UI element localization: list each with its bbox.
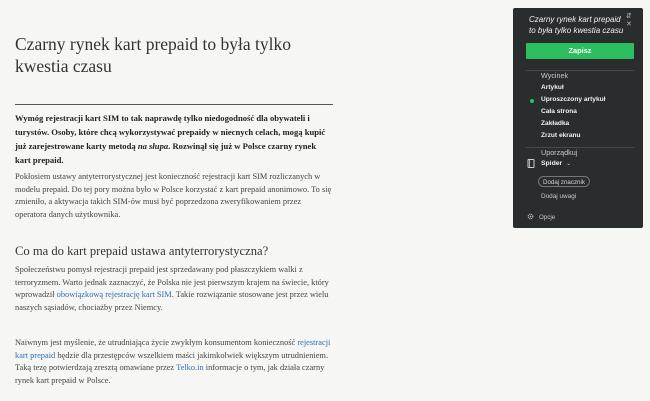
- add-note-link[interactable]: Dodaj uwagi: [541, 193, 577, 200]
- notebook-icon: [527, 159, 535, 168]
- article-title: Czarny rynek kart prepaid to była tylko kwestia czasu: [15, 34, 292, 76]
- chevron-down-icon: ⌄: [566, 161, 572, 167]
- web-clipper-panel: [513, 8, 643, 228]
- sim-registration-link[interactable]: obowiązkową rejestrację kart SIM: [56, 290, 172, 299]
- add-tag-button[interactable]: Dodaj znacznik: [538, 176, 590, 187]
- prepaid-registration-link[interactable]: rejestracji kart prepaid: [15, 338, 331, 360]
- options-label: Opcje: [539, 214, 556, 221]
- save-button[interactable]: Zapisz: [526, 43, 634, 59]
- gear-icon: [527, 213, 534, 220]
- clip-option-screenshot[interactable]: Zrzut ekranu: [541, 132, 581, 139]
- clip-option-simplified[interactable]: Uproszczony artykuł: [541, 96, 606, 103]
- clip-option-bookmark[interactable]: Zakładka: [541, 120, 570, 127]
- article-paragraph-2: Społeczeństwu pomysł rejestracji prepaid jest sprzedawany pod płaszczykiem walki z terroryzmem. Warto jednak zaznaczyć, że Polska nie jest pierwszym krajem na świecie, który wprowadził obowiązkową rejestrację kart SIM. Takie rozwiązanie stosowane jest przez wielu naszych sąsiadów, chociażby przez Niemcy.: [15, 265, 329, 312]
- clip-option-full-page[interactable]: Cała strona: [541, 108, 577, 115]
- panel-controls[interactable]: ⇵ ✕: [626, 13, 634, 28]
- article-lead: Wymóg rejestracji kart SIM to tak naprawdę tylko niedogodność dla obywateli i turystów. Osoby, które chcą wykorzystywać prepaidy w niecnych celach, mogą kupić już zarejestrowane karty metodą na słupa. Rozwinął się już w Polsce czarny rynek kart prepaid.: [15, 113, 326, 165]
- clip-title[interactable]: Czarny rynek kart prepaid to była tylko kwestia czasu: [529, 15, 624, 35]
- notebook-selector[interactable]: Spider ⌄: [541, 160, 572, 167]
- clip-option-article[interactable]: Artykuł: [541, 84, 564, 91]
- options-button[interactable]: [527, 213, 555, 221]
- clip-section-heading: Wycinek: [541, 71, 569, 80]
- article-paragraph-1: Pokłosiem ustawy antyterrorystycznej jest konieczność rejestracji kart SIM rozliczanych w modelu prepaid. Do tej pory można było w Polsce korzystać z kart prepaid anonimowo. To się zmieniło, a aktywacja takich SIM-ów musi być poprzedzona zweryfikowaniem przez operatora danych użytkownika.: [15, 172, 332, 219]
- organize-section-heading: Uporządkuj: [541, 148, 578, 157]
- telko-link[interactable]: Telko.in: [176, 363, 204, 372]
- title-divider: [15, 104, 333, 105]
- section-heading: Co ma do kart prepaid ustawa antyterrorystyczna?: [15, 244, 269, 258]
- selected-indicator: [530, 99, 534, 103]
- article-paragraph-3: Naiwnym jest myślenie, że utrudniająca życie zwykłym konsumentom konieczność rejestracji kart prepaid będzie dla przestępców wszelkiem maści jakimkolwiek większym utrudnieniem. Taką tezę potwierdzają zresztą omawiane przez Telko.in informacje o tym, jak działa czarny rynek kart prepaid w Polsce.: [15, 338, 331, 385]
